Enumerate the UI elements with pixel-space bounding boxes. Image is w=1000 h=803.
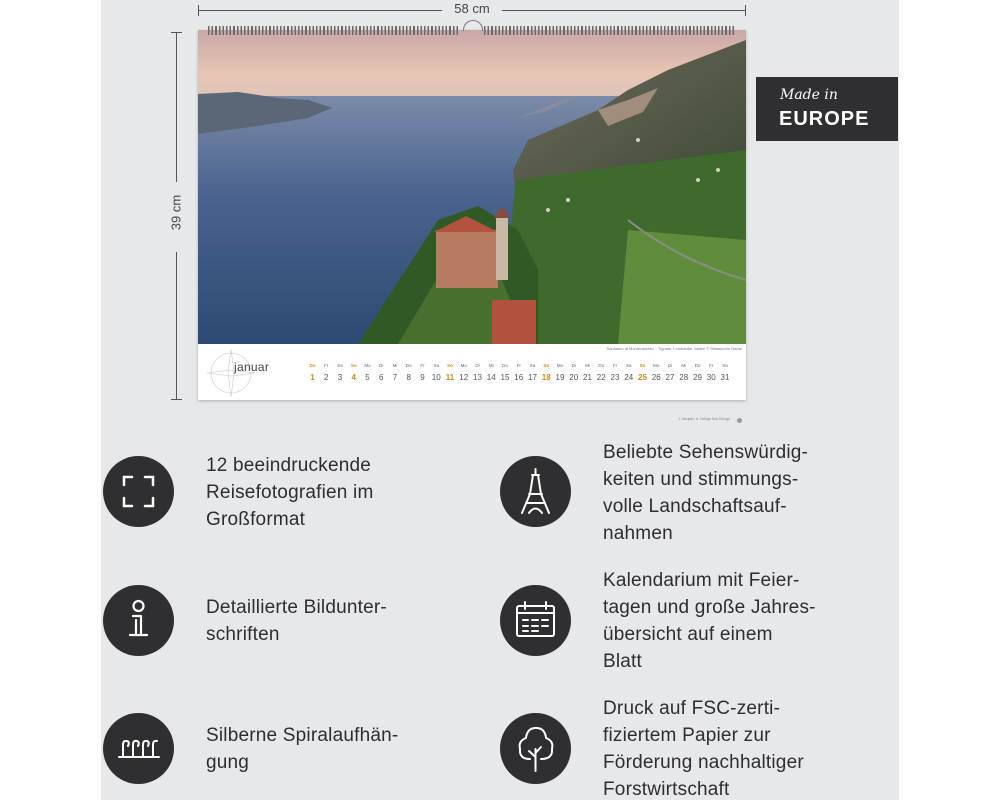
calendar-day: 21: [583, 373, 592, 382]
calendar-day: 15: [500, 373, 510, 382]
weekday-label: Di: [379, 363, 384, 368]
calendar-day: 14: [486, 373, 496, 382]
calendar-day: 28: [679, 373, 689, 382]
feature-text: Beliebte Sehenswürdig- keiten und stimmungs- volle Landschaftsauf- nahmen: [603, 442, 809, 544]
weekday-label: Fr: [516, 363, 521, 368]
calendar-day: 6: [379, 373, 384, 382]
calendar-day: 27: [665, 373, 675, 382]
photo-caption: Santuario di Montecastello – Tignale, Lombardei, Italien © Bildautor/in Name: [606, 346, 742, 351]
month-name: januar: [234, 360, 270, 374]
weekday-label: So: [350, 363, 357, 368]
weekday-label: Mi: [392, 363, 398, 368]
calendar-icon: [500, 585, 571, 656]
calendar-day: 9: [420, 373, 425, 382]
weekday-label: Do: [405, 363, 412, 368]
weekday-label: Fr: [709, 363, 714, 368]
width-dimension-line: [198, 10, 442, 11]
eiffel-tower-icon: [500, 456, 571, 527]
dimension-tick: [171, 399, 182, 400]
width-label: 58 cm: [454, 1, 490, 16]
made-in-europe-badge: [756, 77, 898, 141]
weekday-label: Do: [694, 363, 701, 368]
calendar-day: 2: [324, 373, 329, 382]
weekday-label: Mi: [488, 363, 494, 368]
dimension-tick: [745, 5, 746, 16]
weekday-label: So: [447, 363, 453, 368]
feature-text: Kalendarium mit Feier- tagen und große Jahres- übersicht auf einem Blatt: [603, 570, 816, 672]
calendar-day: 16: [514, 373, 524, 382]
spiral-binding: [208, 26, 460, 35]
weekday-label: Fr: [612, 363, 618, 368]
calendar-day: 18: [541, 373, 551, 382]
weekday-label: Sa: [722, 363, 728, 368]
feature-text: 12 beeindruckende Reisefotografien im Großformat: [206, 455, 374, 530]
weekday-label: So: [543, 363, 550, 368]
feature-text: Druck auf FSC-zerti- fiziertem Papier zur Förderung nachhaltiger Forstwirtschaft: [603, 698, 804, 800]
calendar-day: 1: [310, 373, 315, 382]
weekday-label: Do: [502, 363, 508, 368]
feature-text: Detaillierte Bildunter- schriften: [206, 597, 387, 645]
calendar-day: 11: [445, 373, 455, 382]
calendar-day: 17: [528, 373, 537, 382]
calendar-day: 30: [706, 373, 716, 382]
calendar-day: 13: [473, 373, 482, 382]
weekday-label: Mi: [585, 363, 590, 368]
feature-text: Silberne Spiralaufhän- gung: [206, 725, 399, 773]
weekday-label: Do: [309, 363, 316, 368]
spiral-binding-icon: [103, 713, 174, 784]
calendar-day: 5: [365, 373, 370, 382]
calendar-day: 19: [555, 373, 565, 382]
calendar-day: 10: [431, 373, 441, 382]
badge-script-text: Made in: [780, 87, 838, 103]
calendar-day: 20: [569, 373, 579, 382]
height-label: 39 cm: [168, 194, 184, 231]
badge-main-text: EUROPE: [779, 108, 870, 130]
tree-icon: [500, 713, 571, 784]
weekday-label: Sa: [529, 363, 536, 368]
calendar-day: 8: [406, 373, 411, 382]
weekday-label: Mo: [460, 363, 467, 368]
dimension-tick: [198, 5, 199, 16]
calendar-photo: [198, 30, 746, 344]
height-dimension-line: [176, 252, 177, 399]
weekday-label: Fr: [420, 363, 425, 368]
weekday-label: Sa: [337, 363, 343, 368]
weekday-label: Sa: [625, 363, 632, 368]
weekday-label: Sa: [433, 363, 439, 368]
calendar-day: 22: [596, 373, 606, 382]
weekday-label: Di: [475, 363, 480, 368]
weekday-label: Mo: [364, 363, 371, 368]
holiday-footnote: 1. Neujahr, 6. Heilige Drei Könige: [678, 417, 730, 421]
calendar-day: 4: [351, 373, 356, 382]
calendar-day: 23: [610, 373, 620, 382]
calendar-day: 24: [624, 373, 634, 382]
calendar-day: 12: [459, 373, 469, 382]
weekday-label: Mi: [681, 363, 687, 368]
weekday-label: Di: [571, 363, 576, 368]
weekday-label: Mo: [556, 363, 564, 368]
fsc-logo-icon: [737, 418, 742, 423]
calendar-day: 3: [337, 373, 343, 382]
calendar-day: 26: [651, 373, 661, 382]
weekday-label: Mo: [653, 363, 660, 368]
weekday-label: Fr: [324, 363, 329, 368]
calendar-day: 25: [638, 373, 647, 382]
fullscreen-frame-icon: [103, 456, 174, 527]
calendar-day: 31: [720, 373, 730, 382]
calendar-day: 7: [392, 373, 398, 382]
width-dimension-line: [502, 10, 746, 11]
spiral-binding: [484, 26, 736, 35]
wall-calendar: [198, 30, 746, 421]
height-dimension-line: [176, 32, 177, 182]
weekday-label: Di: [667, 363, 673, 368]
dimension-tick: [171, 32, 182, 33]
weekday-label: So: [639, 363, 646, 368]
weekday-label: Do: [598, 363, 605, 368]
info-icon: [103, 585, 174, 656]
calendar-day: 29: [693, 373, 702, 382]
